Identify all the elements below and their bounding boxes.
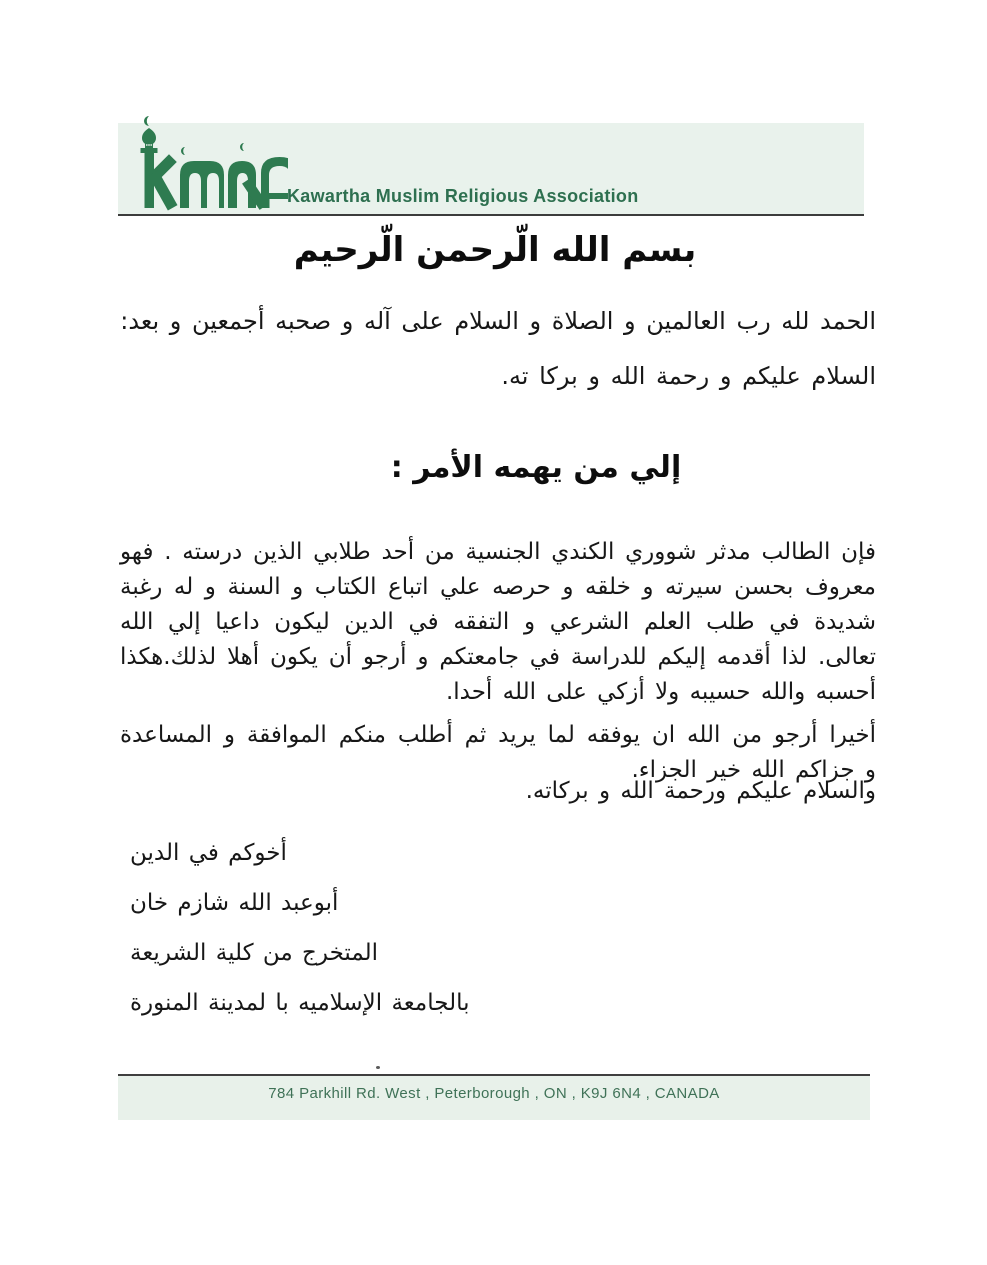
crescent-icon bbox=[240, 143, 244, 151]
bismillah-title: بسم الله الّرحمن الّرحيم bbox=[293, 230, 697, 270]
body-paragraph: فإن الطالب مدثر شووري الكندي الجنسية من أحد طلابي الذين درسته . فهو معروف بحسن سيرته و خلقه و حرصه علي اتباع الكتاب و السنة و له رغبة شديدة في طلب العلم الشرعي و التفقه في الدين ليكون داعيا إلي الله تعالى. لذا أقدمه إليكم للدراسة في جامعتكم و أرجو أن يكون أهلا لذلك.هكذا أحسبه والله حسيبه ولا أزكي على الله أحدا. bbox=[120, 539, 876, 705]
footer-band bbox=[118, 1074, 870, 1120]
logo-letter-k bbox=[155, 162, 170, 203]
salutation-line: الحمد لله رب العالمين و الصلاة و السلام على آله و صحبه أجمعين و بعد: bbox=[120, 307, 876, 335]
crescent-icon bbox=[144, 116, 149, 126]
logo-letter-r bbox=[228, 161, 261, 208]
signature-line: المتخرج من كلية الشريعة bbox=[130, 940, 379, 966]
kmra-logo bbox=[128, 114, 288, 214]
closing-salaam: والسلام عليكم ورحمة الله و بركاته. bbox=[525, 778, 876, 804]
signature-line: أبوعبد الله شازم خان bbox=[130, 890, 339, 916]
logo-letter-a bbox=[261, 157, 288, 208]
footer-address: 784 Parkhill Rd. West , Peterborough , ON , K9J 6N4 , CANADA bbox=[268, 1085, 720, 1102]
logo-letter-m bbox=[180, 161, 224, 208]
salutation-block bbox=[120, 294, 876, 404]
body-paragraph: أخيرا أرجو من الله ان يوفقه لما يريد ثم أطلب منكم الموافقة و المساعدة و جزاكم الله خير الجزاء. bbox=[120, 722, 876, 783]
organization-name: Kawartha Muslim Religious Association bbox=[287, 186, 639, 206]
minaret-icon bbox=[141, 116, 158, 208]
letter-heading: إلي من يهمه الأمر : bbox=[390, 450, 682, 485]
crescent-icon bbox=[181, 147, 185, 155]
signature-block bbox=[130, 828, 630, 1028]
salutation-line: السلام عليكم و رحمة الله و بركا ته. bbox=[501, 362, 876, 390]
logo-text bbox=[0, 0, 1, 1]
scan-artifact-dot bbox=[376, 1066, 380, 1069]
signature-line: أخوكم في الدين bbox=[130, 840, 287, 866]
signature-line: بالجامعة الإسلاميه با لمدينة المنورة bbox=[130, 990, 470, 1016]
